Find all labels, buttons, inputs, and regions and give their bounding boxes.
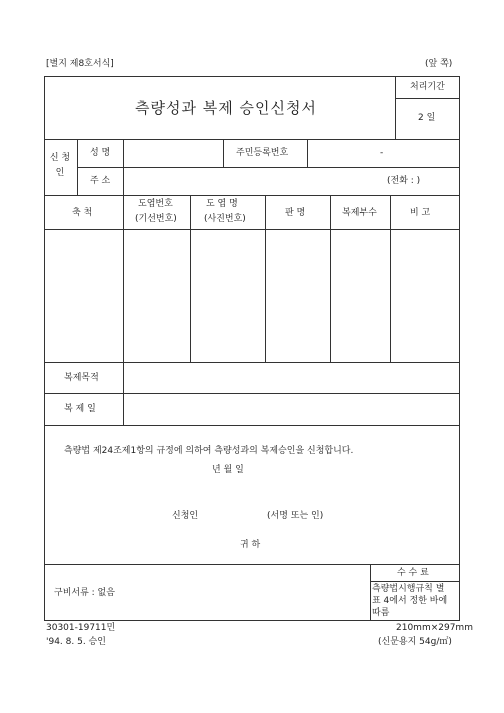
header-scale: 축 척 [72, 208, 93, 218]
header-sheet-name-sub: (사진번호) [204, 214, 246, 224]
fee-title: 수 수 료 [397, 568, 429, 578]
signature-note: (서명 또는 인) [267, 511, 324, 521]
phone-field[interactable]: (전화 : ) [387, 176, 421, 186]
header-sheet-name: 도 엽 명 [206, 199, 238, 209]
copy-date-field[interactable] [124, 394, 459, 425]
statement-text: 측량법 제24조제1항의 규정에 의하여 측량성과의 복제승인을 신청합니다. [64, 446, 354, 456]
purpose-field[interactable] [124, 363, 459, 393]
header-edition: 판 명 [285, 208, 306, 218]
name-label: 성 명 [90, 148, 111, 158]
page-side: (앞 쪽) [425, 59, 453, 69]
form-code: 30301-19711민 [46, 623, 116, 633]
required-documents: 구비서류 : 없음 [54, 588, 115, 598]
header-copies: 복제부수 [342, 208, 377, 218]
fee-note-line1: 측량법시행규칙 별 [372, 584, 445, 594]
purpose-label: 복제목적 [64, 373, 99, 383]
fee-note-line2: 표 4에서 정한 바에 [372, 596, 448, 606]
id-number-label: 주민등록번호 [236, 148, 289, 158]
processing-label: 처리기간 [410, 82, 445, 92]
id-number-field[interactable]: - [380, 148, 384, 158]
copy-date-label: 복 제 일 [64, 404, 96, 414]
paper-type: (신문용지 54g/㎡) [378, 637, 452, 647]
approval-date: '94. 8. 5. 승인 [46, 637, 106, 647]
header-sheet-number-sub: (기선번호) [135, 214, 177, 224]
processing-value: 2 일 [418, 113, 436, 123]
name-field[interactable] [124, 140, 222, 167]
fee-note-line3: 따름 [372, 608, 390, 618]
applicant-sign-label: 신청인 [172, 511, 199, 521]
header-sheet-number: 도엽번호 [138, 199, 173, 209]
form-number: [별지 제8호서식] [46, 59, 114, 69]
applicant-group-label: 신 청 인 [49, 153, 71, 178]
addressee: 귀 하 [240, 540, 261, 550]
header-remarks: 비 고 [410, 208, 431, 218]
statement-date: 년 월 일 [212, 465, 244, 475]
address-label: 주 소 [90, 176, 111, 186]
form-title: 측량성과 복제 승인신청서 [135, 99, 317, 117]
paper-size: 210mm×297mm [396, 623, 473, 633]
